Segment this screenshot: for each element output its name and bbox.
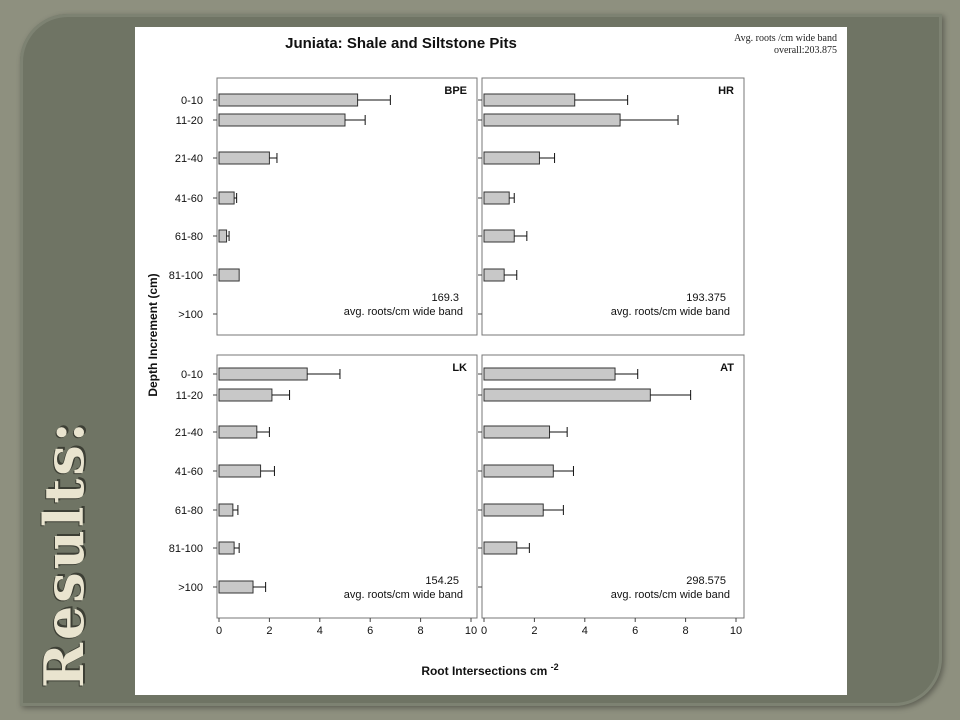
y-tick-label: 21-40 <box>174 153 203 165</box>
bar-lk-81-100 <box>219 542 234 554</box>
chart-figure <box>135 27 847 695</box>
slide-title: Results: <box>32 419 96 688</box>
x-tick-label: 8 <box>417 625 424 637</box>
bar-hr-11-20 <box>484 114 620 126</box>
panel-label-bpe: BPE <box>444 85 467 97</box>
bar-bpe-81-100 <box>219 269 239 281</box>
x-tick-label: 0 <box>480 625 488 637</box>
bar-at-21-40 <box>484 426 550 438</box>
x-tick-label: 10 <box>464 625 478 637</box>
panel-summary-label: avg. roots/cm wide band <box>343 306 463 318</box>
y-tick-label: 81-100 <box>168 543 203 555</box>
y-tick-label: 11-20 <box>175 115 203 127</box>
x-tick-label: 4 <box>316 625 323 637</box>
bar-lk-61-80 <box>219 504 233 516</box>
bar-hr-21-40 <box>484 152 539 164</box>
panel-summary-label: avg. roots/cm wide band <box>610 589 730 601</box>
y-tick-label: 11-20 <box>175 390 203 402</box>
y-tick-label: 21-40 <box>174 427 203 439</box>
y-tick-label: 41-60 <box>174 466 203 478</box>
bar-lk->100 <box>219 581 253 593</box>
panel-label-lk: LK <box>452 362 467 374</box>
panel-summary-label: avg. roots/cm wide band <box>343 589 463 601</box>
bar-hr-0-10 <box>484 94 575 106</box>
y-tick-label: 81-100 <box>168 270 203 282</box>
y-tick-label: >100 <box>178 582 203 594</box>
overall-average-note <box>734 33 837 57</box>
bar-bpe-0-10 <box>219 94 358 106</box>
bar-bpe-11-20 <box>219 114 345 126</box>
x-tick-label: 6 <box>367 625 374 637</box>
x-tick-label: 2 <box>266 625 273 637</box>
panel-summary-value: 154.25 <box>425 575 459 587</box>
y-tick-label: 0-10 <box>180 369 203 381</box>
bar-hr-81-100 <box>484 269 504 281</box>
bar-lk-0-10 <box>219 368 307 380</box>
x-tick-label: 0 <box>215 625 223 637</box>
bar-at-0-10 <box>484 368 615 380</box>
bar-at-41-60 <box>484 465 553 477</box>
bar-at-61-80 <box>484 504 543 516</box>
y-tick-label: 41-60 <box>174 193 203 205</box>
overall-note-line2: overall:203.875 <box>773 45 837 56</box>
y-tick-label: 0-10 <box>180 95 203 107</box>
x-tick-label: 6 <box>632 625 639 637</box>
bar-bpe-61-80 <box>219 230 227 242</box>
y-tick-label: >100 <box>178 309 203 321</box>
chart-canvas <box>135 27 847 695</box>
y-axis-label: Depth Increment (cm) <box>146 273 160 397</box>
panel-summary-label: avg. roots/cm wide band <box>610 306 730 318</box>
bar-at-81-100 <box>484 542 517 554</box>
panel-summary-value: 298.575 <box>686 575 726 587</box>
overall-note-line1: Avg. roots /cm wide band <box>734 33 837 44</box>
x-axis-label: Root Intersections cm $^{-2}$ <box>421 662 559 678</box>
bar-bpe-41-60 <box>219 192 234 204</box>
bar-lk-41-60 <box>219 465 261 477</box>
bar-lk-21-40 <box>219 426 257 438</box>
x-tick-label: 4 <box>581 625 588 637</box>
panel-label-at: AT <box>720 362 734 374</box>
bar-hr-41-60 <box>484 192 509 204</box>
panel-label-hr: HR <box>718 85 734 97</box>
bar-at-11-20 <box>484 389 650 401</box>
y-tick-label: 61-80 <box>174 231 203 243</box>
x-tick-label: 2 <box>531 625 538 637</box>
bar-lk-11-20 <box>219 389 272 401</box>
chart-title: Juniata: Shale and Siltstone Pits <box>285 35 517 52</box>
y-tick-label: 61-80 <box>174 505 203 517</box>
bar-bpe-21-40 <box>219 152 269 164</box>
panel-summary-value: 193.375 <box>686 292 726 304</box>
x-tick-label: 10 <box>729 625 743 637</box>
panel-summary-value: 169.3 <box>431 292 459 304</box>
bar-hr-61-80 <box>484 230 514 242</box>
x-tick-label: 8 <box>682 625 689 637</box>
